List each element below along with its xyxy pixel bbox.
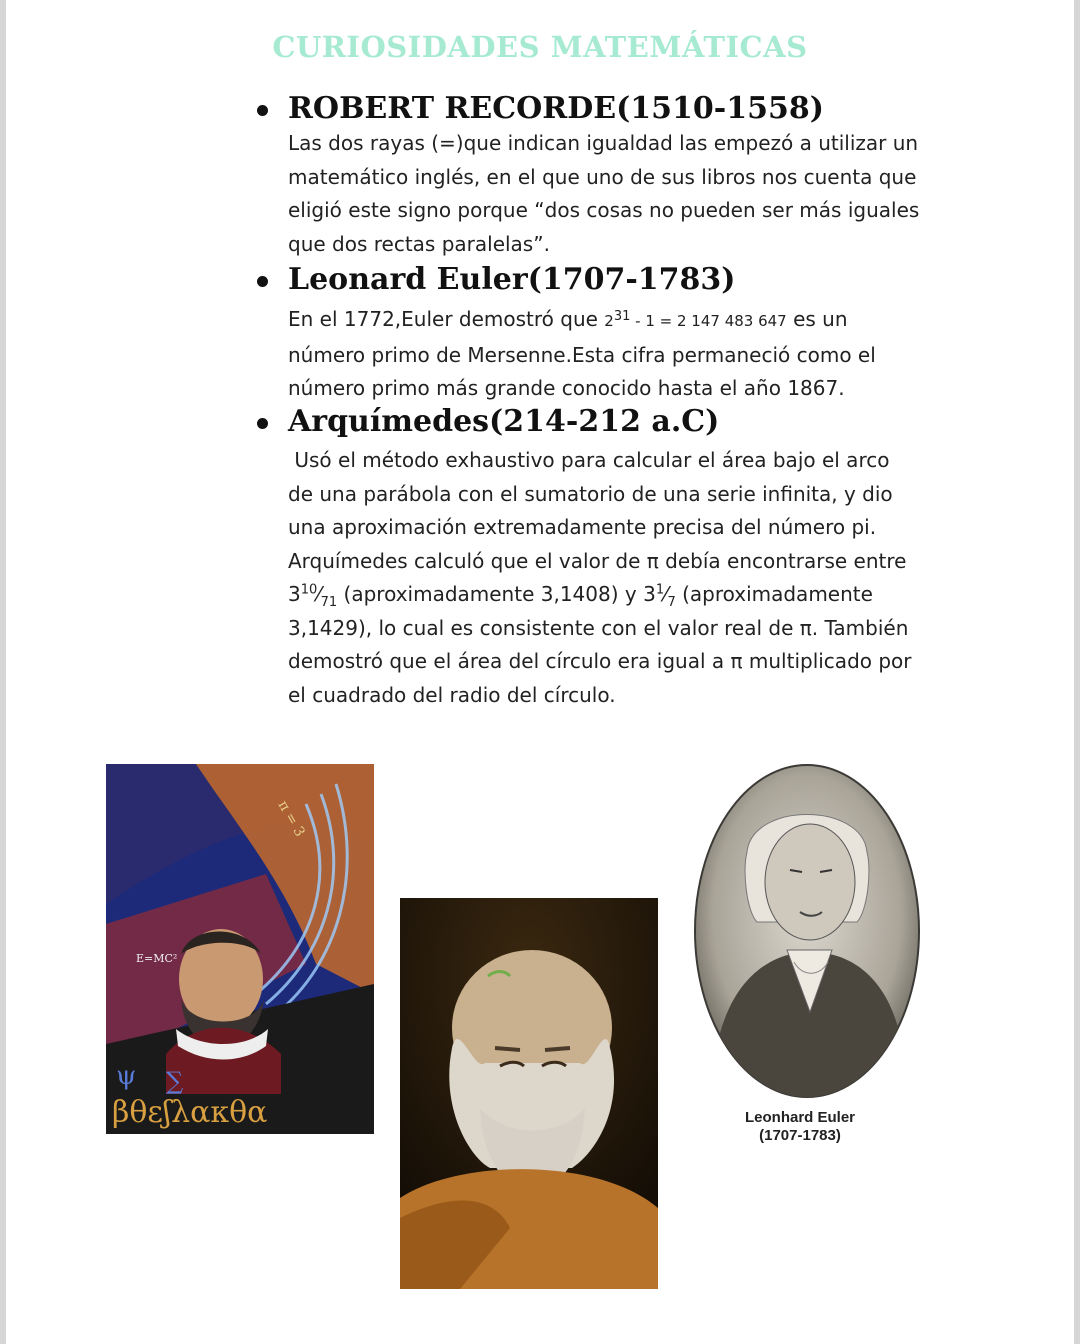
page-title: CURIOSIDADES MATEMÁTICAS [272,30,808,64]
heading-recorde: ROBERT RECORDE(1510-1558) [288,91,824,126]
page-right-border [1074,0,1080,1344]
text-fragment: (aproximadamente 3,1408) y [337,582,644,606]
text-line: número primo de Mersenne.Esta cifra permaneció como el [288,342,876,367]
euler-caption-years: (1707-1783) [759,1127,841,1144]
mersenne-formula [604,309,787,330]
text-line: Arquímedes calculó que el valor de π debía encontrarse entre [288,548,907,573]
formula-rest: - 1 = 2 147 483 647 [630,312,787,330]
text-line: eligió este signo porque “dos cosas no pueden ser más iguales [288,198,920,222]
euler-portrait [692,762,922,1100]
fraction-denominator: 71 [320,595,338,610]
bullet-arquimedes [257,418,268,429]
paragraph-recorde [288,127,938,261]
formula-base: 2 [604,312,614,330]
painting-symbol: E=MC² [136,952,178,965]
painting-symbol: ∑ [166,1067,184,1095]
fraction-whole: 3 [643,582,656,606]
painting-symbol: π = 3 [274,798,308,840]
text-line: $3^{10}⁄_{71}$ (aproximadamente 3,1408) y $3^1⁄_7$ (aproximadamente [288,582,873,610]
heading-arquimedes: Arquímedes(214-212 a.C) [288,404,720,439]
recorde-painting [106,764,374,1134]
text-line: el cuadrado del radio del círculo. [288,682,616,707]
painting-symbol: ψ [116,1061,137,1091]
text-line: que dos rectas paralelas”. [288,231,550,256]
page-left-border [0,0,6,1344]
text-line: una aproximación extremadamente precisa del número pi. [288,515,877,539]
heading-euler: Leonard Euler(1707-1783) [288,262,736,297]
formula-exponent: 31 [613,309,631,324]
text-fragment: es un [786,307,848,331]
fraction-whole: 3 [288,582,301,606]
text-line: número primo más grande conocido hasta el año 1867. [288,376,845,400]
text-fragment: (aproximadamente [675,582,873,606]
fraction-denominator: 7 [667,595,676,610]
text-line: Usó el método exhaustivo para calcular el área bajo el arco [288,448,890,472]
archimedes-painting [400,898,658,1289]
euler-caption-name: Leonhard Euler [744,1109,856,1126]
fraction-numerator: 1 [655,582,665,598]
bullet-euler [257,276,268,287]
text-fragment: En el 1772,Euler demostró que [288,307,605,331]
bullet-recorde [257,105,268,116]
paragraph-euler [288,303,938,406]
fraction-numerator: 10 [300,582,318,598]
text-line: 3,1429), lo cual es consistente con el valor real de π. También [288,615,909,640]
text-line: Las dos rayas (=)que indican igualdad las empezó a utilizar un [288,131,919,155]
text-line: demostró que el área del círculo era igual a π multiplicado por [288,649,912,673]
text-line: matemático inglés, en el que uno de sus libros nos cuenta que [288,164,917,189]
paragraph-arquimedes [288,444,938,712]
painting-symbol: βθεʃλακθα [112,1095,268,1130]
text-line [288,303,938,339]
text-line: de una parábola con el sumatorio de una serie infinita, y dio [288,481,893,506]
